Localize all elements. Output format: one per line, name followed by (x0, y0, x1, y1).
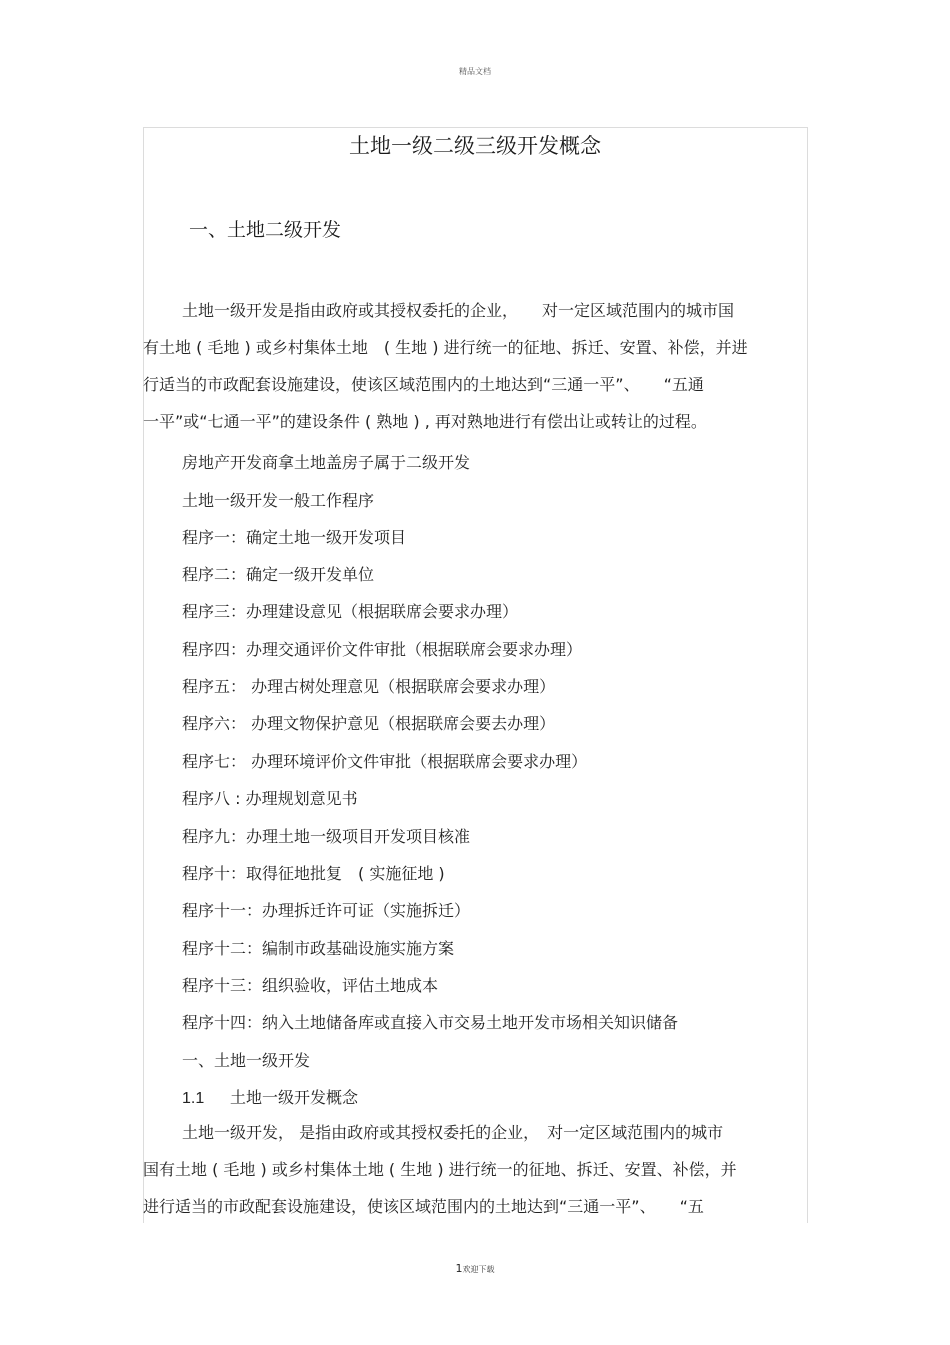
paragraph-1 (143, 292, 806, 440)
paragraph-2 (143, 1114, 806, 1225)
page-header: 精品文档 (459, 67, 491, 76)
procedure-line: 程序三：办理建设意见（根据联席会要求办理） (182, 602, 519, 621)
paragraph-line: 土地一级开发是指由政府或其授权委托的企业， 对一定区域范围内的城市国 (182, 301, 735, 320)
paragraph-line: 一平”或“七通一平”的建设条件 ( 熟地 ) , 再对熟地进行有偿出让或转让的过程。 (143, 412, 707, 431)
paragraph-line: 国有土地 ( 毛地 ) 或乡村集体土地 ( 生地 ) 进行统一的征地、拆迁、安置、补偿，并 (143, 1160, 737, 1179)
paragraph-line: 有土地 ( 毛地 ) 或乡村集体土地 ( 生地 ) 进行统一的征地、拆迁、安置、补偿，并进 (143, 338, 748, 357)
procedure-line: 程序七： 办理环境评价文件审批（根据联席会要求办理） (182, 752, 588, 771)
footer-text: 欢迎下载 (462, 1265, 495, 1274)
procedure-line: 程序二：确定一级开发单位 (182, 565, 375, 584)
procedure-line: 程序六： 办理文物保护意见（根据联席会要去办理） (182, 714, 556, 733)
procedure-line: 程序十二：编制市政基础设施实施方案 (182, 939, 455, 958)
procedure-line: 程序一：确定土地一级开发项目 (182, 528, 407, 547)
procedure-line: 程序五： 办理古树处理意见（根据联席会要求办理） (182, 677, 556, 696)
procedure-line: 程序十：取得征地批复 ( 实施征地 ) (182, 864, 445, 883)
text-line: 土地一级开发一般工作程序 (182, 491, 375, 510)
procedure-line: 程序八 : 办理规划意见书 (182, 789, 358, 808)
procedure-line: 程序十四：纳入土地储备库或直接入市交易土地开发市场相关知识储备 (182, 1013, 679, 1032)
paragraph-line: 行适当的市政配套设施建设，使该区域范围内的土地达到“三通一平”、 “五通 (143, 375, 704, 394)
document-title: 土地一级二级三级开发概念 (349, 134, 601, 158)
page-number: 1 (455, 1262, 463, 1275)
procedure-line: 程序十一：办理拆迁许可证（实施拆迁） (182, 901, 471, 920)
section-heading-2: 一、土地一级开发 (182, 1051, 311, 1070)
text-line: 房地产开发商拿土地盖房子属于二级开发 (182, 453, 471, 472)
paragraph-line: 土地一级开发， 是指由政府或其授权委托的企业， 对一定区域范围内的城市 (182, 1123, 724, 1142)
paragraph-line: 进行适当的市政配套设施建设，使该区域范围内的土地达到“三通一平”、 “五 (143, 1197, 704, 1216)
page-footer (0, 1262, 950, 1275)
subheading-number: 1.1 (182, 1090, 205, 1107)
procedure-line: 程序四：办理交通评价文件审批（根据联席会要求办理） (182, 640, 583, 659)
section-heading: 一、土地二级开发 (189, 219, 342, 241)
procedure-line: 程序十三：组织验收，评估土地成本 (182, 976, 439, 995)
subheading (182, 1085, 358, 1108)
procedure-line: 程序九：办理土地一级项目开发项目核准 (182, 827, 471, 846)
subheading-text: 土地一级开发概念 (230, 1088, 359, 1107)
